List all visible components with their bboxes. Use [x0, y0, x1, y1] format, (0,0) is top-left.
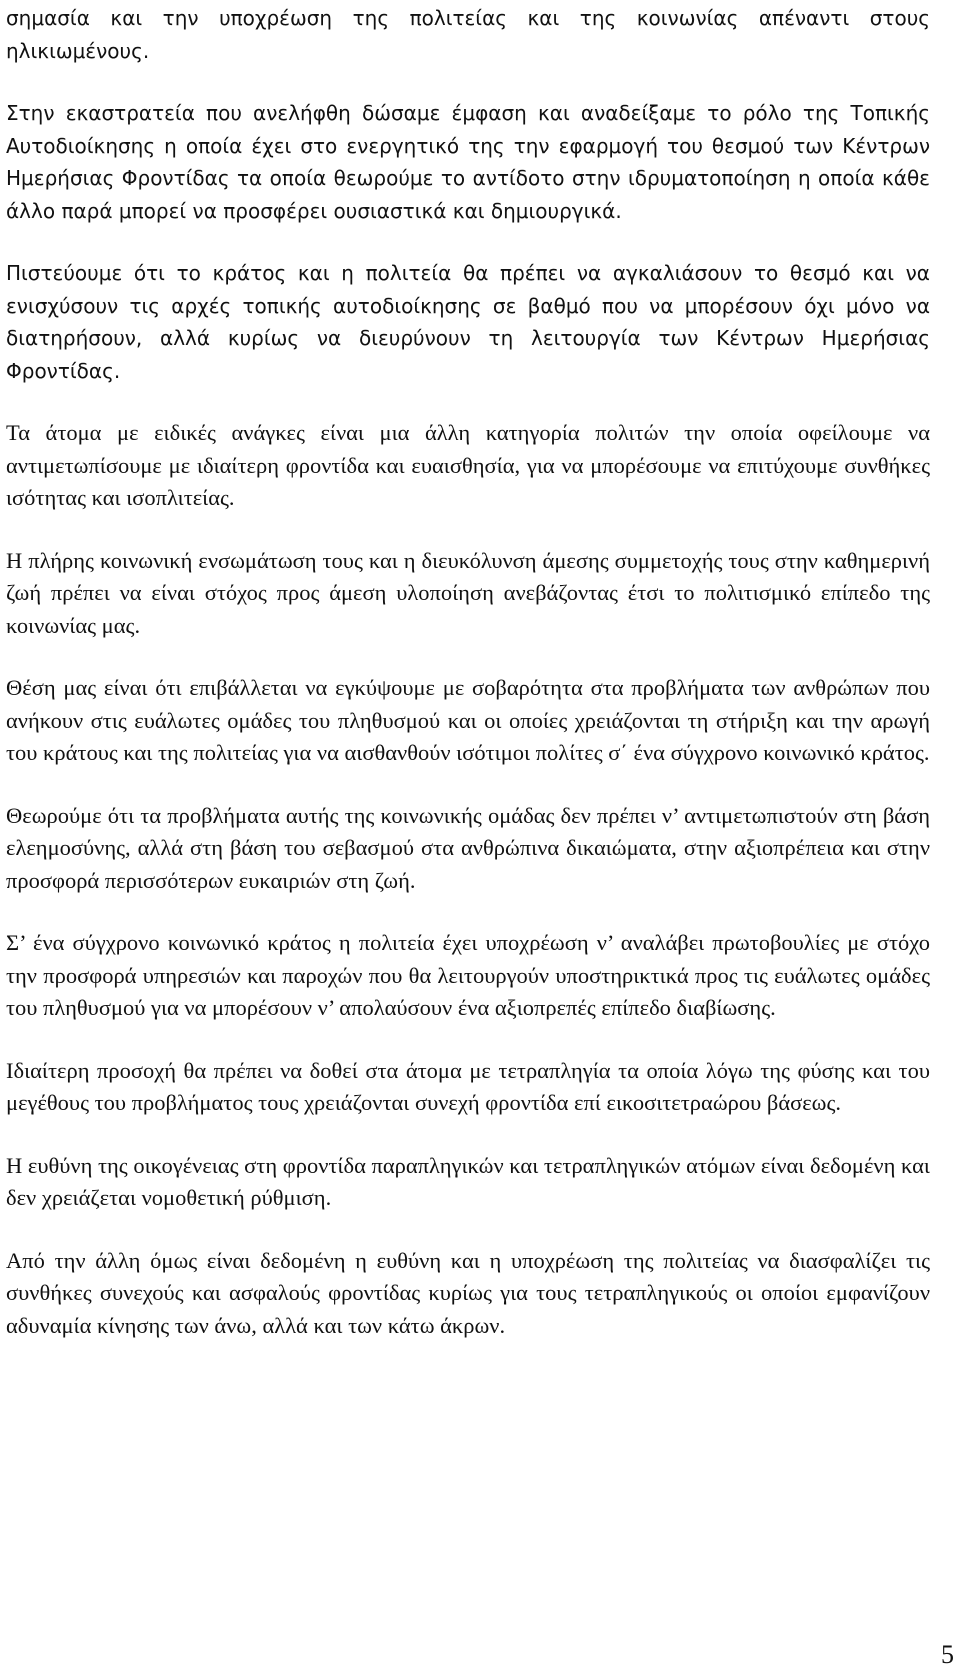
paragraph: Στην εκαστρατεία που ανελήφθη δώσαμε έμφαση και αναδείξαμε το ρόλο της Τοπικής Αυτοδιοίκησης η οποία έχει στο ενεργητικό της την εφαρμογή του θεσμού των Κέντρων Ημερήσιας Φροντίδας τα οποία θεωρούμε το αντίδοτο στην ιδρυματοποίηση η οποία κάθε άλλο παρά μπορεί να προσφέρει ουσιαστικά και δημιουργικά.	[6, 101, 930, 223]
paragraph: Τα άτομα με ειδικές ανάγκες είναι μια άλλη κατηγορία πολιτών την οποία οφείλουμε να αντιμετωπίσουμε με ιδιαίτερη φροντίδα και ευαισθησία, για να μπορέσουμε να επιτύχουμε συνθήκες ισότητας και ισοπλιτείας.	[6, 420, 930, 510]
paragraph-gap	[6, 515, 930, 545]
paragraph-gap	[6, 642, 930, 672]
page-number: 5	[941, 1640, 954, 1669]
paragraph: Ιδιαίτερη προσοχή θα πρέπει να δοθεί στα άτομα με τετραπληγία τα οποία λόγω της φύσης και του μεγέθους του προβλήματος τους χρειάζονται συνεχή φροντίδα επί εικοσιτετραώρου βάσεως.	[6, 1057, 930, 1115]
paragraph-gap	[6, 770, 930, 800]
paragraph-gap	[6, 1120, 930, 1150]
paragraph-gap	[6, 897, 930, 927]
document-body	[6, 2, 930, 1342]
paragraph-gap	[6, 1025, 930, 1055]
paragraph: Από την άλλη όμως είναι δεδομένη η ευθύνη και η υποχρέωση της πολιτείας να διασφαλίζει τις συνθήκες συνεχούς και ασφαλούς φροντίδας κυρίως για τους τετραπληγικούς οι οποίοι εμφανίζουν αδυναμία κίνησης των άνω, αλλά και των κάτω άκρων.	[6, 1247, 930, 1338]
paragraph-gap	[6, 387, 930, 417]
serif-section	[6, 417, 930, 1342]
paragraph-gap	[6, 227, 930, 257]
paragraph: σημασία και την υποχρέωση της πολιτείας και της κοινωνίας απέναντι στους ηλικιωμένους.	[6, 6, 930, 63]
paragraph: Θέση μας είναι ότι επιβάλλεται να εγκύψουμε με σοβαρότητα στα προβλήματα των ανθρώπων που ανήκουν στις ευάλωτες ομάδες του πληθυσμού και οι οποίες χρειάζονται τη στήριξη και την αρωγή του κράτους και της πολιτείας για να αισθανθούν ισότιμοι πολίτες σ΄ ένα σύγχρονο κοινωνικό κράτος.	[6, 675, 930, 765]
paragraph: Η ευθύνη της οικογένειας στη φροντίδα παραπληγικών και τετραπληγικών ατόμων είναι δεδομένη και δεν χρειάζεται νομοθετική ρύθμιση.	[6, 1152, 930, 1210]
paragraph: Θεωρούμε ότι τα προβλήματα αυτής της κοινωνικής ομάδας δεν πρέπει ν’ αντιμετωπιστούν στη βάση ελεημοσύνης, αλλά στη βάση του σεβασμού στα ανθρώπινα δικαιώματα, στην αξιοπρέπεια και στην προσφορά περισσότερων ευκαιριών στη ζωή.	[6, 802, 930, 893]
paragraph-gap	[6, 1215, 930, 1245]
paragraph: Σ’ ένα σύγχρονο κοινωνικό κράτος η πολιτεία έχει υποχρέωση ν’ αναλάβει πρωτοβουλίες με στόχο την προσφορά υπηρεσιών και παροχών που θα λειτουργούν υποστηρικτικά προς τις ευάλωτες ομάδες του πληθυσμού για να μπορέσουν ν’ απολαύσουν ένα αξιοπρεπές επίπεδο διαβίωσης.	[6, 930, 930, 1020]
paragraph: Η πλήρης κοινωνική ενσωμάτωση τους και η διευκόλυνση άμεσης συμμετοχής τους στην καθημερινή ζωή πρέπει να είναι στόχος προς άμεση υλοποίηση ανεβάζοντας έτσι το πολιτισμικό επίπεδο της κοινωνίας μας.	[6, 547, 930, 638]
sans-section	[6, 2, 930, 387]
paragraph-gap	[6, 67, 930, 97]
paragraph: Πιστεύουμε ότι το κράτος και η πολιτεία θα πρέπει να αγκαλιάσουν το θεσμό και να ενισχύσουν τις αρχές τοπικής αυτοδιοίκησης σε βαθμό που να μπορέσουν όχι μόνο να διατηρήσουν, αλλά κυρίως να διευρύνουν τη λειτουργία των Κέντρων Ημερήσιας Φροντίδας.	[6, 261, 930, 383]
